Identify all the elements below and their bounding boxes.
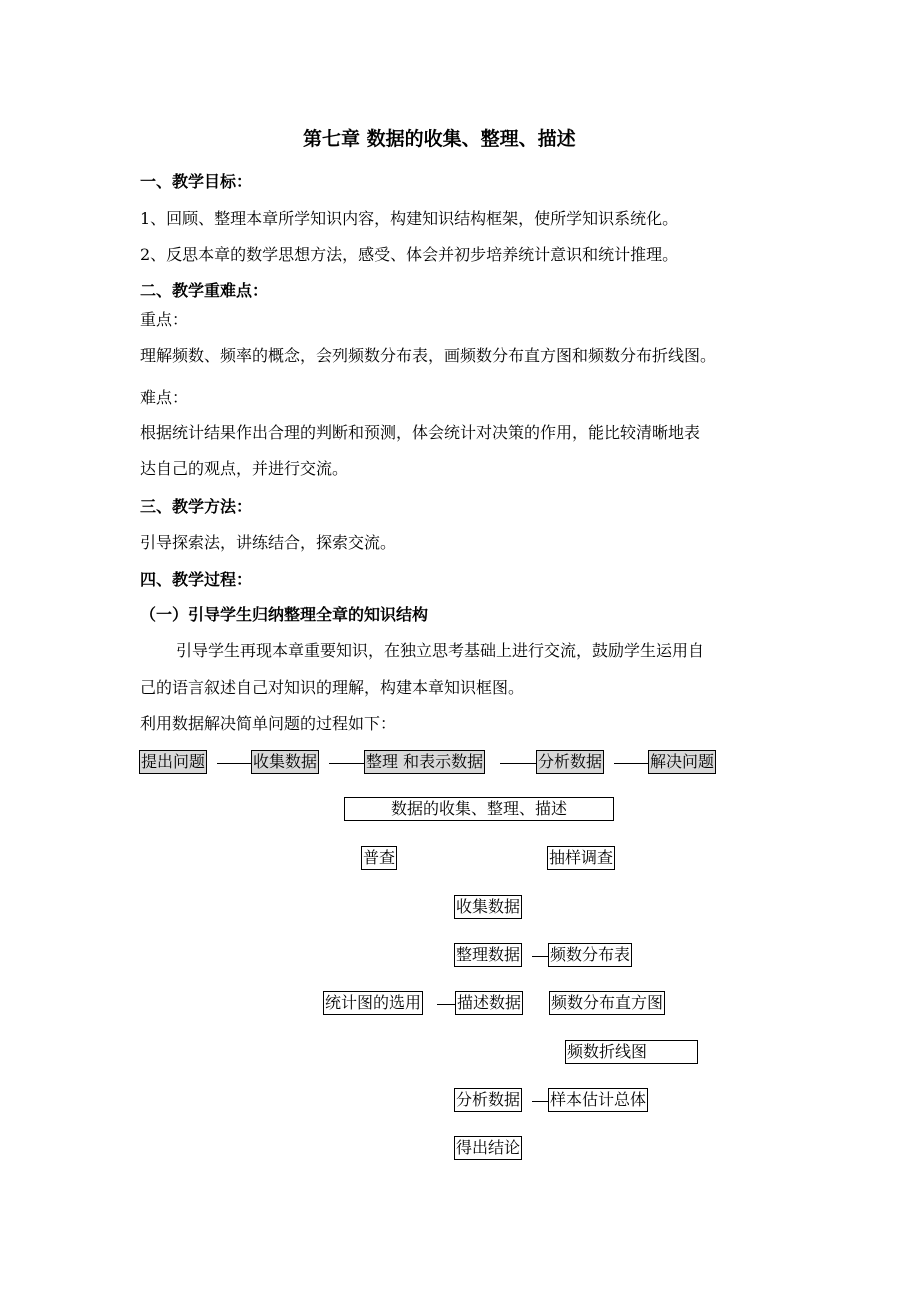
key-text: 理解频数、频率的概念，会列频数分布表，画频数分布直方图和频数分布折线图。 xyxy=(140,346,717,365)
diagram-node-describe: 描述数据 xyxy=(455,991,523,1015)
diagram-node-collect: 收集数据 xyxy=(454,895,522,919)
flow-connector xyxy=(329,763,364,764)
flow-step-organize-data: 整理 和表示数据 xyxy=(364,750,485,774)
diagram-node-polyline: 频数折线图 xyxy=(565,1040,698,1064)
flow-connector xyxy=(217,763,251,764)
flow-connector xyxy=(614,763,648,764)
flow-step-solve-problem: 解决问题 xyxy=(648,750,716,774)
paragraph-line: 引导学生再现本章重要知识，在独立思考基础上进行交流，鼓励学生运用自 xyxy=(176,641,705,660)
key-label: 重点： xyxy=(140,310,189,329)
diagram-node-analyze: 分析数据 xyxy=(454,1088,522,1112)
flow-step-analyze-data: 分析数据 xyxy=(536,750,604,774)
diagram-node-estimate: 样本估计总体 xyxy=(548,1088,648,1112)
section-heading-key-points: 二、教学重难点： xyxy=(140,281,269,300)
diagram-node-frequency-table: 频数分布表 xyxy=(548,943,632,967)
diagram-connector xyxy=(532,1101,548,1102)
section-heading-goals: 一、教学目标： xyxy=(140,172,253,191)
diagram-node-organize: 整理数据 xyxy=(454,943,522,967)
difficult-text-line: 达自己的观点，并进行交流。 xyxy=(140,459,349,478)
diagram-node-census: 普查 xyxy=(361,846,397,870)
subsection-heading: （一）引导学生归纳整理全章的知识结构 xyxy=(140,605,429,624)
paragraph-line: 己的语言叙述自己对知识的理解，构建本章知识框图。 xyxy=(140,678,525,697)
section-heading-process: 四、教学过程： xyxy=(140,570,253,589)
diagram-root-node: 数据的收集、整理、描述 xyxy=(344,797,614,821)
process-intro: 利用数据解决简单问题的过程如下： xyxy=(140,714,397,733)
diagram-node-conclusion: 得出结论 xyxy=(454,1136,522,1160)
goal-item: 1、回顾、整理本章所学知识内容，构建知识结构框架，使所学知识系统化。 xyxy=(140,209,679,228)
diagram-node-histogram: 频数分布直方图 xyxy=(549,991,665,1015)
goal-item: 2、反思本章的数学思想方法，感受、体会并初步培养统计意识和统计推理。 xyxy=(140,245,679,264)
flow-step-pose-question: 提出问题 xyxy=(139,750,207,774)
page-title: 第七章 数据的收集、整理、描述 xyxy=(303,128,576,150)
flow-connector xyxy=(500,763,536,764)
diagram-connector xyxy=(437,1004,455,1005)
difficult-label: 难点： xyxy=(140,388,189,407)
diagram-node-chart-choice: 统计图的选用 xyxy=(323,991,423,1015)
method-text: 引导探索法，讲练结合，探索交流。 xyxy=(140,533,397,552)
difficult-text-line: 根据统计结果作出合理的判断和预测，体会统计对决策的作用，能比较清晰地表 xyxy=(140,423,701,442)
diagram-connector xyxy=(532,956,548,957)
section-heading-method: 三、教学方法： xyxy=(140,497,253,516)
flow-step-collect-data: 收集数据 xyxy=(251,750,319,774)
diagram-node-sampling: 抽样调查 xyxy=(547,846,615,870)
